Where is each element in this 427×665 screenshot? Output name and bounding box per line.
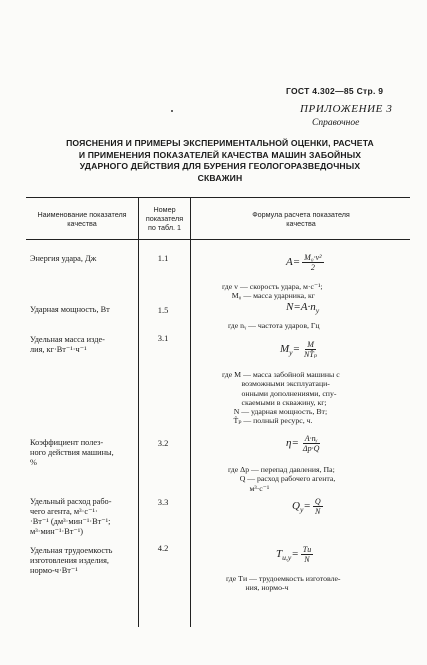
row-notes: где Δp — перепад давления, Па; Q — расход рабочего агента, м³·с⁻¹ — [228, 465, 336, 493]
title-line: ПОЯСНЕНИЯ И ПРИМЕРЫ ЭКСПЕРИМЕНТАЛЬНОЙ ОЦЕНКИ, РАСЧЕТА — [66, 138, 374, 148]
row-name: Ударная мощность, Вт — [30, 305, 110, 314]
row-name: Удельный расход рабо- чего агента, м³·с⁻¹· ·Вт⁻¹ (дм³·мин⁻¹·Вт⁻¹; м³·мин⁻¹·Вт⁻¹) — [30, 497, 112, 536]
row-name: Коэффициент полез- ного действия машины, % — [30, 438, 114, 467]
row-name: Удельная масса изде- лия, кг·Вт⁻¹·ч⁻¹ — [30, 335, 105, 354]
table-top-rule — [26, 197, 410, 198]
row-notes: где M — масса забойной машины с возможными эксплуатаци- онными дополнениями, спу- скаемыми в скважину, кг; N — ударная мощность, Вт; T̂ₚ — полный ресурс, ч. — [222, 370, 340, 426]
header-table-number: Номер показателя по табл. 1 — [145, 205, 184, 232]
appendix-label: ПРИЛОЖЕНИЕ 3 — [300, 103, 393, 115]
row-notes: где nᵧ — частота ударов, Гц — [228, 321, 320, 330]
row-notes: где Tи — трудоемкость изготовле- ния, нормо-ч — [226, 574, 341, 593]
formula-impact-energy: A= $\frac{\text{M₀·v²}}{2}$ — [286, 253, 322, 272]
title-line: УДАРНОГО ДЕЙСТВИЯ ДЛЯ БУРЕНИЯ ГЕОЛОГОРАЗВЕДОЧНЫХ — [79, 161, 361, 171]
column-divider-2 — [190, 197, 191, 627]
reference-note: Справочное — [312, 118, 360, 128]
formula-efficiency: η= $\frac{\text{A·nᵧ}}{\Delta p\cdot Q}$ — [286, 434, 320, 453]
title-line: СКВАЖИН — [197, 172, 243, 183]
row-notes: где v — скорость удара, м·с⁻¹; M₀ — масса ударника, кг — [222, 282, 323, 301]
row-name: Удельная трудоемкость изготовления изделия, нормо-ч·Вт⁻¹ — [30, 546, 113, 575]
standard-header: ГОСТ 4.302—85 Стр. 9 — [286, 86, 384, 96]
column-divider-1 — [138, 197, 139, 627]
formula-specific-flow: $Q_y=$ $\frac{Q}{N}$ — [292, 497, 321, 516]
document-title — [30, 138, 410, 184]
header-indicator-name: Наименование показателя качества — [37, 210, 127, 228]
formula-specific-mass: $M_y=$ $\frac{M}{\text{NT̂ₚ}}$ — [280, 340, 318, 359]
row-number: 1.1 — [157, 253, 169, 263]
row-number: 3.3 — [157, 497, 169, 507]
formula-labor-intensity: $T_{и,у}=$ $\frac{Tи}{N}$ — [276, 545, 312, 564]
stray-dot — [171, 110, 173, 112]
row-number: 3.2 — [157, 438, 169, 448]
header-formula: Формула расчета показателя качества — [252, 210, 350, 228]
formula-impact-power: $N=A\cdot n_y$ — [286, 301, 320, 316]
title-line: И ПРИМЕНЕНИЯ ПОКАЗАТЕЛЕЙ КАЧЕСТВА МАШИН ЗАБОЙНЫХ — [78, 149, 362, 160]
row-number: 4.2 — [157, 543, 169, 553]
row-number: 3.1 — [157, 333, 169, 343]
row-number: 1.5 — [157, 305, 169, 315]
row-name: Энергия удара, Дж — [30, 254, 97, 263]
table-header-rule — [26, 239, 410, 240]
